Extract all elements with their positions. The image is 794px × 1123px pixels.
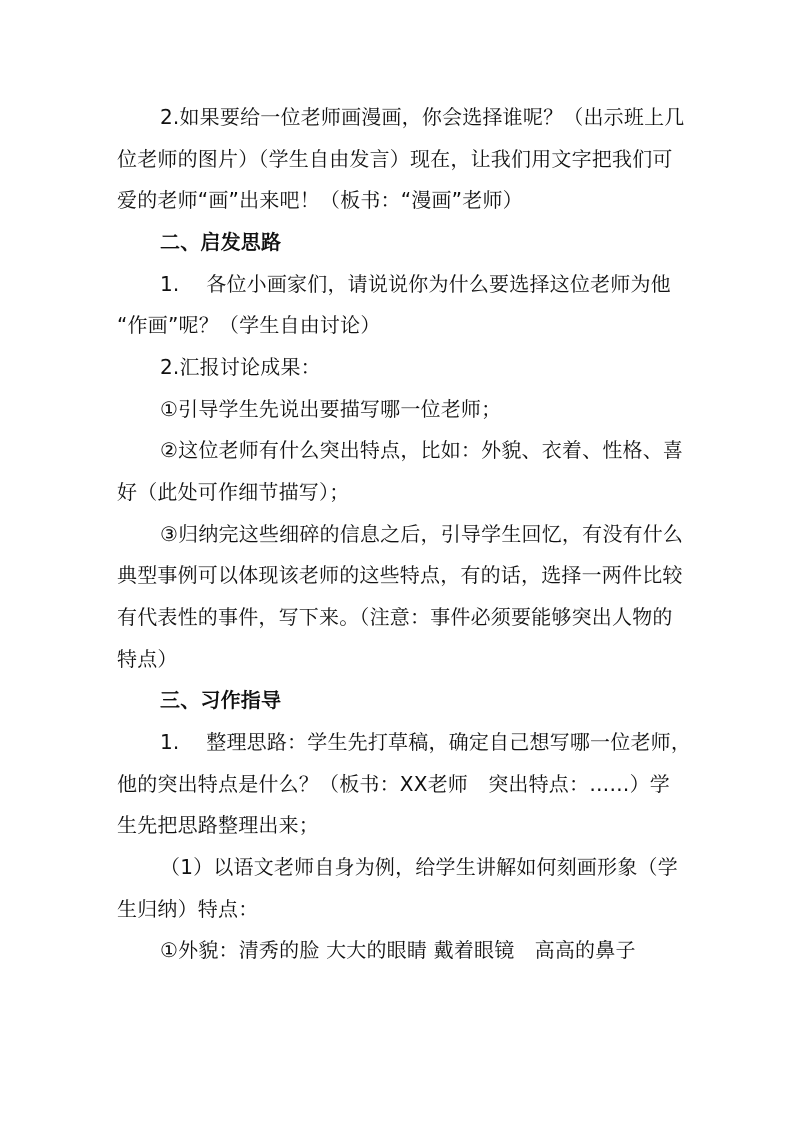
paragraph-line: ①引导学生先说出要描写哪一位老师； [160, 397, 502, 421]
paragraph-line: 特点） [117, 647, 178, 671]
paragraph-line: 好（此处可作细节描写）； [117, 480, 350, 504]
paragraph-line: 2.如果要给一位老师画漫画，你会选择谁呢？（出示班上几 [160, 105, 685, 129]
paragraph-line: 2.汇报讨论成果： [160, 355, 321, 379]
paragraph-line: 1. 整理思路：学生先打草稿，确定自己想写哪一位老师， [160, 730, 692, 754]
paragraph-line: （1）以语文老师自身为例，给学生讲解如何刻画形象（学 [160, 855, 678, 879]
paragraph-line: ②这位老师有什么突出特点，比如：外貌、衣着、性格、喜 [160, 438, 684, 462]
paragraph-line: 生先把思路整理出来； [117, 813, 319, 837]
paragraph-line: 1. 各位小画家们，请说说你为什么要选择这位老师为他 [160, 272, 671, 296]
paragraph-line: ③归纳完这些细碎的信息之后，引导学生回忆，有没有什么 [160, 522, 684, 546]
paragraph-line: 他的突出特点是什么？（板书：XX老师 突出特点：……）学 [117, 772, 671, 796]
paragraph-line: ①外貌：清秀的脸 大大的眼睛 戴着眼镜 高高的鼻子 [160, 938, 636, 962]
paragraph-line: 位老师的图片）（学生自由发言）现在，让我们用文字把我们可 [117, 147, 673, 171]
paragraph-line: 有代表性的事件，写下来。（注意：事件必须要能够突出人物的 [117, 605, 673, 629]
paragraph-line: 生归纳）特点： [117, 897, 259, 921]
paragraph-line: 爱的老师“画”出来吧！（板书：“漫画”老师） [117, 188, 523, 212]
section-heading: 二、启发思路 [160, 230, 282, 254]
section-heading: 三、习作指导 [160, 688, 282, 712]
paragraph-line: “作画”呢？（学生自由讨论） [117, 313, 381, 337]
paragraph-line: 典型事例可以体现该老师的这些特点，有的话，选择一两件比较 [117, 563, 683, 587]
